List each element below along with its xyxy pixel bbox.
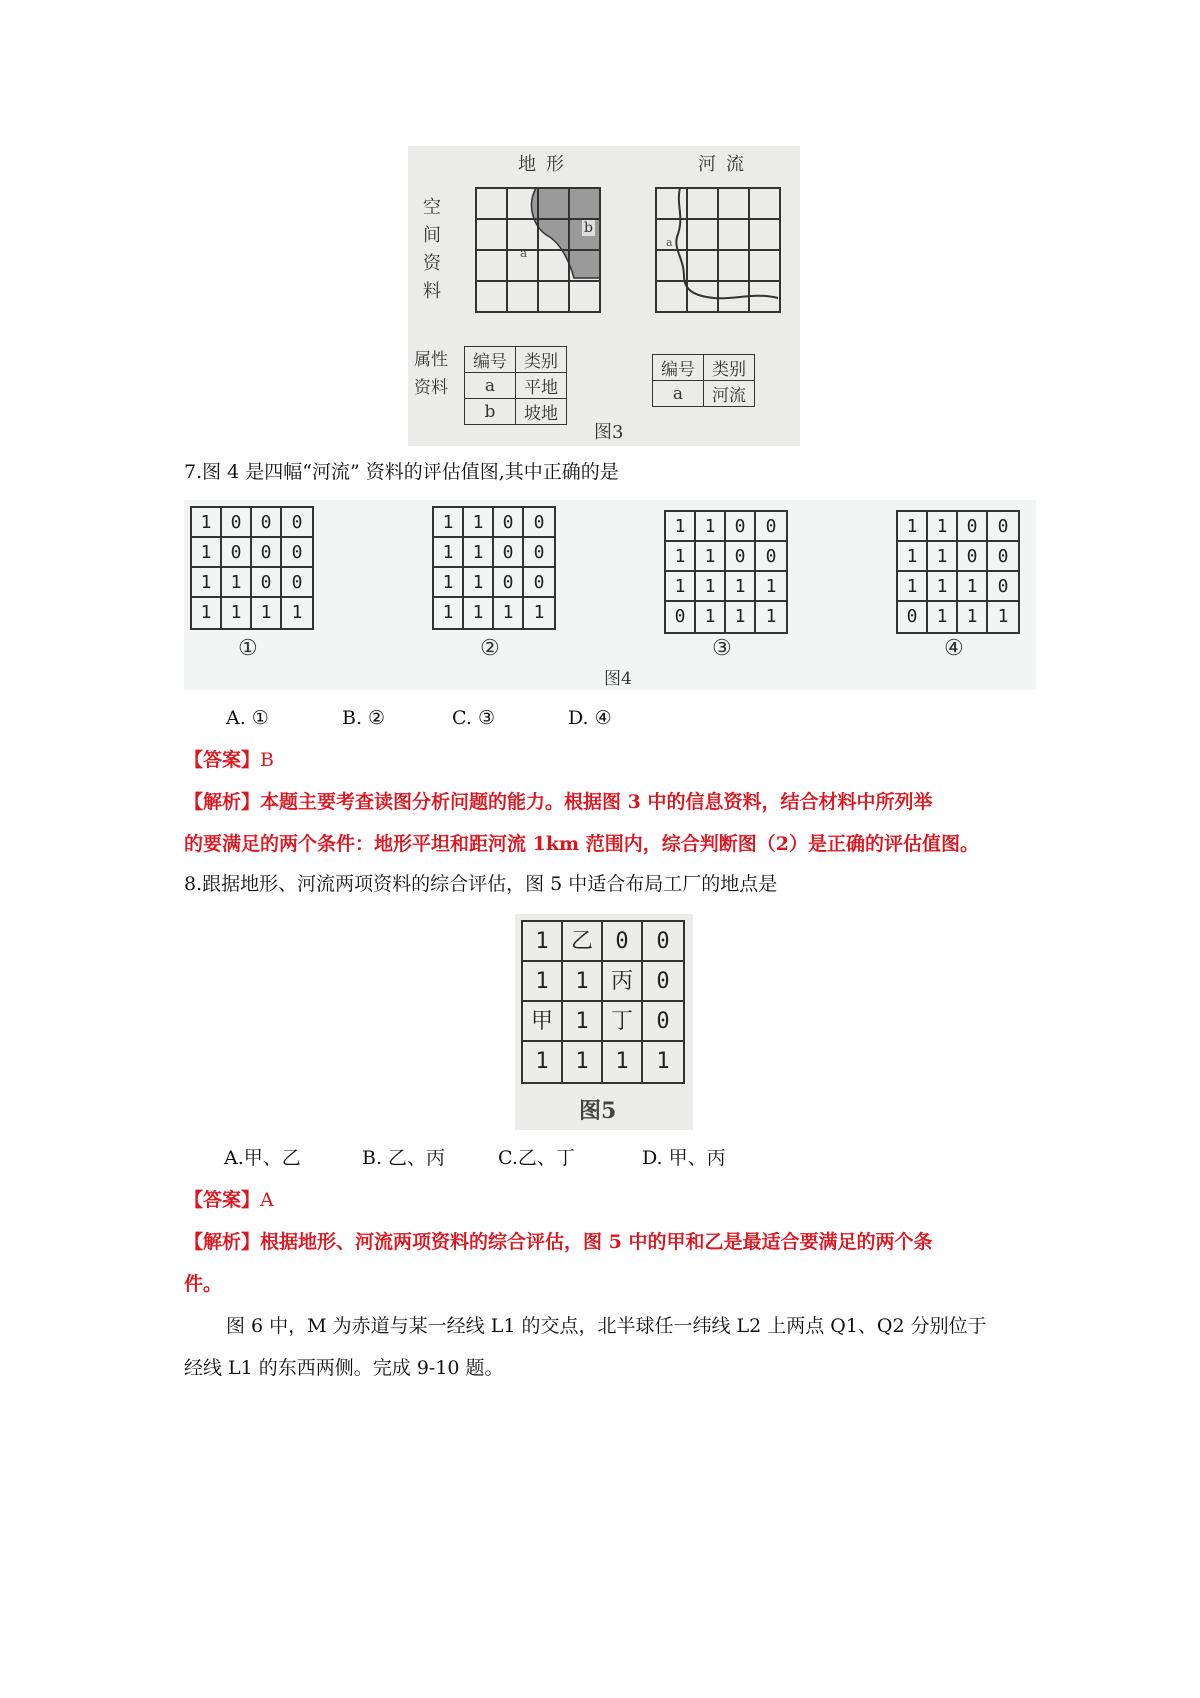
grid-cell: 0 <box>222 538 252 568</box>
analysis-tag: 【解析】 <box>184 1231 261 1253</box>
grid-cell: 0 <box>494 538 524 568</box>
question-8-stem: 8.跟据地形、河流两项资料的综合评估，图 5 中适合布局工厂的地点是 <box>184 873 778 895</box>
grid-cell: 0 <box>494 508 524 538</box>
river-attribute-table <box>652 354 755 407</box>
grid-cell: 1 <box>666 542 696 572</box>
answer-tag: 【答案】 <box>184 1189 261 1211</box>
grid-cell: 乙 <box>563 922 603 962</box>
grid-cell: 0 <box>524 508 554 538</box>
figure-4 <box>184 500 1036 690</box>
q8-analysis-line2: 件。 <box>184 1273 223 1295</box>
table-header: 编号 <box>653 355 704 381</box>
q7-option-b: B. ② <box>342 707 386 729</box>
answer-value: B <box>260 749 274 771</box>
grid-cell: 0 <box>958 512 988 542</box>
grid-cell: 1 <box>464 598 494 628</box>
grid-cell: 1 <box>726 602 756 632</box>
q8-option-b: B. 乙、丙 <box>362 1147 446 1169</box>
q8-option-a: A.甲、乙 <box>224 1147 301 1169</box>
grid-cell: 1 <box>958 602 988 632</box>
table-header: 类别 <box>516 347 567 373</box>
terrain-grid <box>474 186 612 324</box>
grid-cell: 1 <box>563 962 603 1002</box>
grid-cell: 1 <box>192 568 222 598</box>
q7-option-a: A. ① <box>226 707 269 729</box>
grid-cell: 0 <box>988 512 1018 542</box>
grid-cell: 1 <box>222 598 252 628</box>
grid-cell: 1 <box>928 512 958 542</box>
q7-analysis-line2: 的要满足的两个条件：地形平坦和距河流 1km 范围内，综合判断图（2）是正确的评估值图。 <box>184 833 979 855</box>
grid-cell: 丙 <box>603 962 643 1002</box>
grid-cell: 1 <box>696 572 726 602</box>
figure-4-caption: 图4 <box>604 669 632 689</box>
intro-line1: 图 6 中，M 为赤道与某一经线 L1 的交点，北半球任一纬线 L2 上两点 Q1、Q2 分别位于 <box>226 1315 987 1337</box>
grid-label: ③ <box>712 636 732 661</box>
grid-cell: 0 <box>666 602 696 632</box>
table-cell: 河流 <box>704 381 755 407</box>
grid-cell: 1 <box>252 598 282 628</box>
question-7-stem: 7.图 4 是四幅“河流” 资料的评估值图,其中正确的是 <box>184 461 619 483</box>
grid-label: ② <box>480 636 500 661</box>
grid-cell: 1 <box>898 572 928 602</box>
q7-option-d: D. ④ <box>568 707 612 729</box>
analysis-tag: 【解析】 <box>184 791 261 813</box>
grid-cell: 1 <box>696 542 726 572</box>
attribute-data-label: 属性 资料 <box>414 350 448 398</box>
grid-cell: 1 <box>291 602 303 623</box>
grid-cell: 0 <box>282 538 312 568</box>
table-cell: b <box>465 399 516 425</box>
grid-cell: 1 <box>192 508 222 538</box>
grid-cell: 0 <box>603 922 643 962</box>
q8-answer <box>184 1188 274 1212</box>
grid-cell: 0 <box>643 922 683 962</box>
grid-cell: 1 <box>222 568 252 598</box>
terrain-attribute-table <box>464 346 567 425</box>
grid-cell: 1 <box>898 512 928 542</box>
grid-cell: 1 <box>765 606 777 627</box>
grid-cell: 1 <box>523 962 563 1002</box>
grid-cell: 0 <box>958 542 988 572</box>
grid-cell: 1 <box>434 598 464 628</box>
grid-cell: 1 <box>563 1042 603 1082</box>
grid-cell: 0 <box>524 538 554 568</box>
evaluation-grid-4 <box>896 510 1020 634</box>
grid-cell: 0 <box>222 508 252 538</box>
grid-cell: 1 <box>928 542 958 572</box>
q7-option-c: C. ③ <box>452 707 495 729</box>
grid-cell: 1 <box>523 922 563 962</box>
table-cell: a <box>465 373 516 399</box>
evaluation-grid-1 <box>190 506 314 630</box>
grid-cell: 0 <box>726 512 756 542</box>
grid-cell: 1 <box>603 1042 643 1082</box>
answer-tag: 【答案】 <box>184 749 261 771</box>
table-cell: 平地 <box>516 373 567 399</box>
table-cell: a <box>653 381 704 407</box>
q7-answer <box>184 748 274 772</box>
grid-cell: 丁 <box>603 1002 643 1042</box>
grid-cell: 0 <box>282 508 312 538</box>
grid-cell: 1 <box>434 508 464 538</box>
grid-cell: 0 <box>756 512 786 542</box>
grid-cell: 1 <box>696 512 726 542</box>
grid-cell: 0 <box>988 572 1018 602</box>
grid-cell: 1 <box>928 572 958 602</box>
grid-cell: 0 <box>524 568 554 598</box>
grid-cell: 1 <box>434 538 464 568</box>
q7-analysis-line1: 【解析】本题主要考查读图分析问题的能力。根据图 3 中的信息资料，结合材料中所列举 <box>184 791 933 813</box>
grid-cell: 1 <box>464 568 494 598</box>
grid-cell: 0 <box>252 568 282 598</box>
evaluation-grid-3 <box>664 510 788 634</box>
evaluation-grid <box>521 920 685 1084</box>
grid-cell: 1 <box>533 602 545 623</box>
river-grid <box>654 186 792 324</box>
grid-cell: 0 <box>252 508 282 538</box>
grid-cell: 1 <box>494 598 524 628</box>
grid-cell: 1 <box>192 598 222 628</box>
grid-cell: 甲 <box>523 1002 563 1042</box>
table-header: 类别 <box>704 355 755 381</box>
q8-analysis-line1: 【解析】根据地形、河流两项资料的综合评估，图 5 中的甲和乙是最适合要满足的两个条 <box>184 1231 933 1253</box>
q8-option-c: C.乙、丁 <box>498 1147 575 1169</box>
grid-label: ① <box>238 636 258 661</box>
grid-cell: 0 <box>282 568 312 598</box>
figure-5-caption: 图5 <box>579 1098 617 1124</box>
terrain-mark-a: a <box>520 246 528 260</box>
grid-cell: 0 <box>494 568 524 598</box>
grid-cell: 1 <box>928 602 958 632</box>
grid-cell: 0 <box>726 542 756 572</box>
grid-cell: 1 <box>563 1002 603 1042</box>
grid-cell: 1 <box>666 572 696 602</box>
terrain-mark-b: b <box>584 220 593 236</box>
grid-cell: 1 <box>696 602 726 632</box>
answer-value: A <box>260 1189 274 1211</box>
table-cell: 坡地 <box>516 399 567 425</box>
grid-cell: 1 <box>958 572 988 602</box>
spatial-data-label: 空 间 资 料 <box>423 197 441 302</box>
river-mark: a <box>666 236 673 249</box>
grid-cell: 1 <box>523 1042 563 1082</box>
grid-cell: 0 <box>643 962 683 1002</box>
grid-label: ④ <box>944 636 964 661</box>
grid-cell: 1 <box>666 512 696 542</box>
grid-cell: 1 <box>756 572 786 602</box>
grid-cell: 0 <box>252 538 282 568</box>
grid-cell: 1 <box>997 606 1009 627</box>
q8-option-d: D. 甲、丙 <box>642 1147 726 1169</box>
grid-cell: 1 <box>656 1049 670 1074</box>
river-header: 河流 <box>698 154 754 175</box>
grid-cell: 1 <box>192 538 222 568</box>
table-header: 编号 <box>465 347 516 373</box>
evaluation-grid-2 <box>432 506 556 630</box>
grid-cell: 1 <box>434 568 464 598</box>
grid-cell: 1 <box>464 538 494 568</box>
figure-3-caption: 图3 <box>594 422 624 443</box>
intro-line2: 经线 L1 的东西两侧。完成 9-10 题。 <box>184 1357 504 1379</box>
grid-cell: 1 <box>464 508 494 538</box>
grid-cell: 0 <box>898 602 928 632</box>
grid-cell: 0 <box>756 542 786 572</box>
figure-5 <box>515 914 693 1130</box>
figure-3 <box>408 146 800 446</box>
terrain-header: 地形 <box>518 154 574 175</box>
grid-cell: 1 <box>898 542 928 572</box>
grid-cell: 0 <box>988 542 1018 572</box>
grid-cell: 1 <box>726 572 756 602</box>
grid-cell: 0 <box>643 1002 683 1042</box>
